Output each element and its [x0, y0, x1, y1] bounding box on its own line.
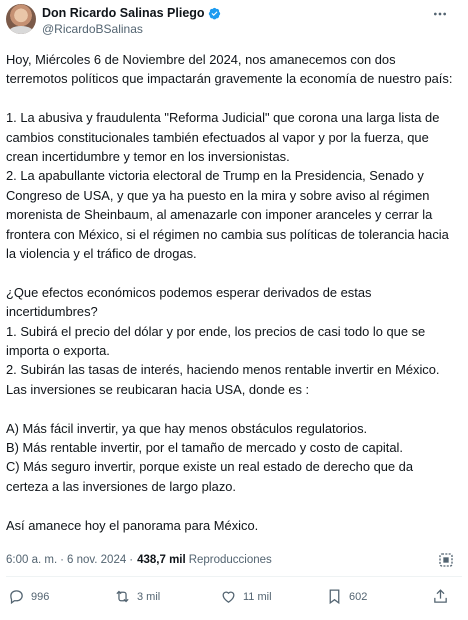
tweet-paragraph: 1. La abusiva y fraudulenta "Reforma Judicial" que corona una larga lista de cambios constitucionales también efectuados al vapor y por la fuerza, que crean incertidumbre y temor en los inversionistas. 2. La apabullante victoria electoral de Trump en la Presidencia, Senado y Congreso de USA, y que ya ha puesto en la mira y sobre aviso al régimen morenista de Sheinbaum, al amenazarle con imponer aranceles y cerrar la frontera con México, si el régimen no cambia sus políticas de tolerancia hacia la violencia y el tráfico de drogas.: [6, 110, 449, 262]
bookmark-icon: [326, 588, 343, 605]
tweet-meta: [6, 552, 462, 568]
heart-icon: [220, 588, 237, 605]
more-options-button[interactable]: [428, 2, 452, 26]
more-icon: [432, 6, 448, 22]
meta-separator: ·: [60, 554, 64, 566]
share-icon: [432, 588, 449, 605]
share-button[interactable]: [432, 588, 449, 605]
bookmark-count: 602: [349, 590, 368, 603]
tweet-time[interactable]: 6:00 a. m.: [6, 554, 58, 566]
views-count: 438,7 mil: [137, 554, 186, 566]
bookmark-button[interactable]: [326, 588, 367, 605]
tweet-paragraph: ¿Que efectos económicos podemos esperar derivados de estas incertidumbres? 1. Subirá el precio del dólar y por ende, los precios de casi todo lo que se importa o exporta. 2. Subirán las tasas de interés, haciendo menos rentable invertir en México. Las inversiones se reubicaran hacia USA, donde es :: [6, 284, 440, 397]
reply-count: 996: [31, 590, 50, 603]
tweet-text: [6, 50, 458, 535]
author-handle[interactable]: @RicardoBSalinas: [42, 22, 143, 36]
tweet-paragraph: Así amanece hoy el panorama para México.: [6, 517, 259, 533]
views-label: Reproducciones: [188, 554, 272, 566]
reply-icon: [8, 588, 25, 605]
tweet-paragraph: A) Más fácil invertir, ya que hay menos obstáculos regulatorios. B) Más rentable invertir, por el tamaño de mercado y costo de capital. C) Más seguro invertir, porque existe un real estado de derecho que da certeza a las inversiones de largo plazo.: [6, 420, 414, 494]
repost-icon: [114, 588, 131, 605]
repost-count: 3 mil: [137, 590, 161, 603]
tweet-header: [0, 0, 468, 44]
avatar-shirt: [8, 26, 34, 34]
action-bar: [0, 588, 468, 612]
tweet-date[interactable]: 6 nov. 2024: [66, 554, 127, 566]
meta-separator: ·: [129, 554, 134, 566]
like-button[interactable]: [220, 588, 272, 605]
repost-button[interactable]: [114, 588, 160, 605]
verified-badge-icon: [208, 7, 221, 20]
tweet-paragraph: Hoy, Miércoles 6 de Noviembre del 2024, nos amanecemos con dos terremotos políticos que impactarán gravemente la economía de nuestro país:: [6, 52, 453, 87]
author-name[interactable]: Don Ricardo Salinas Pliego: [42, 6, 205, 20]
like-count: 11 mil: [243, 590, 272, 603]
author-name-row: [42, 6, 221, 20]
divider: [6, 576, 462, 577]
avatar[interactable]: [6, 4, 36, 34]
reply-button[interactable]: [8, 588, 49, 605]
grok-analytics-icon[interactable]: [438, 552, 454, 568]
